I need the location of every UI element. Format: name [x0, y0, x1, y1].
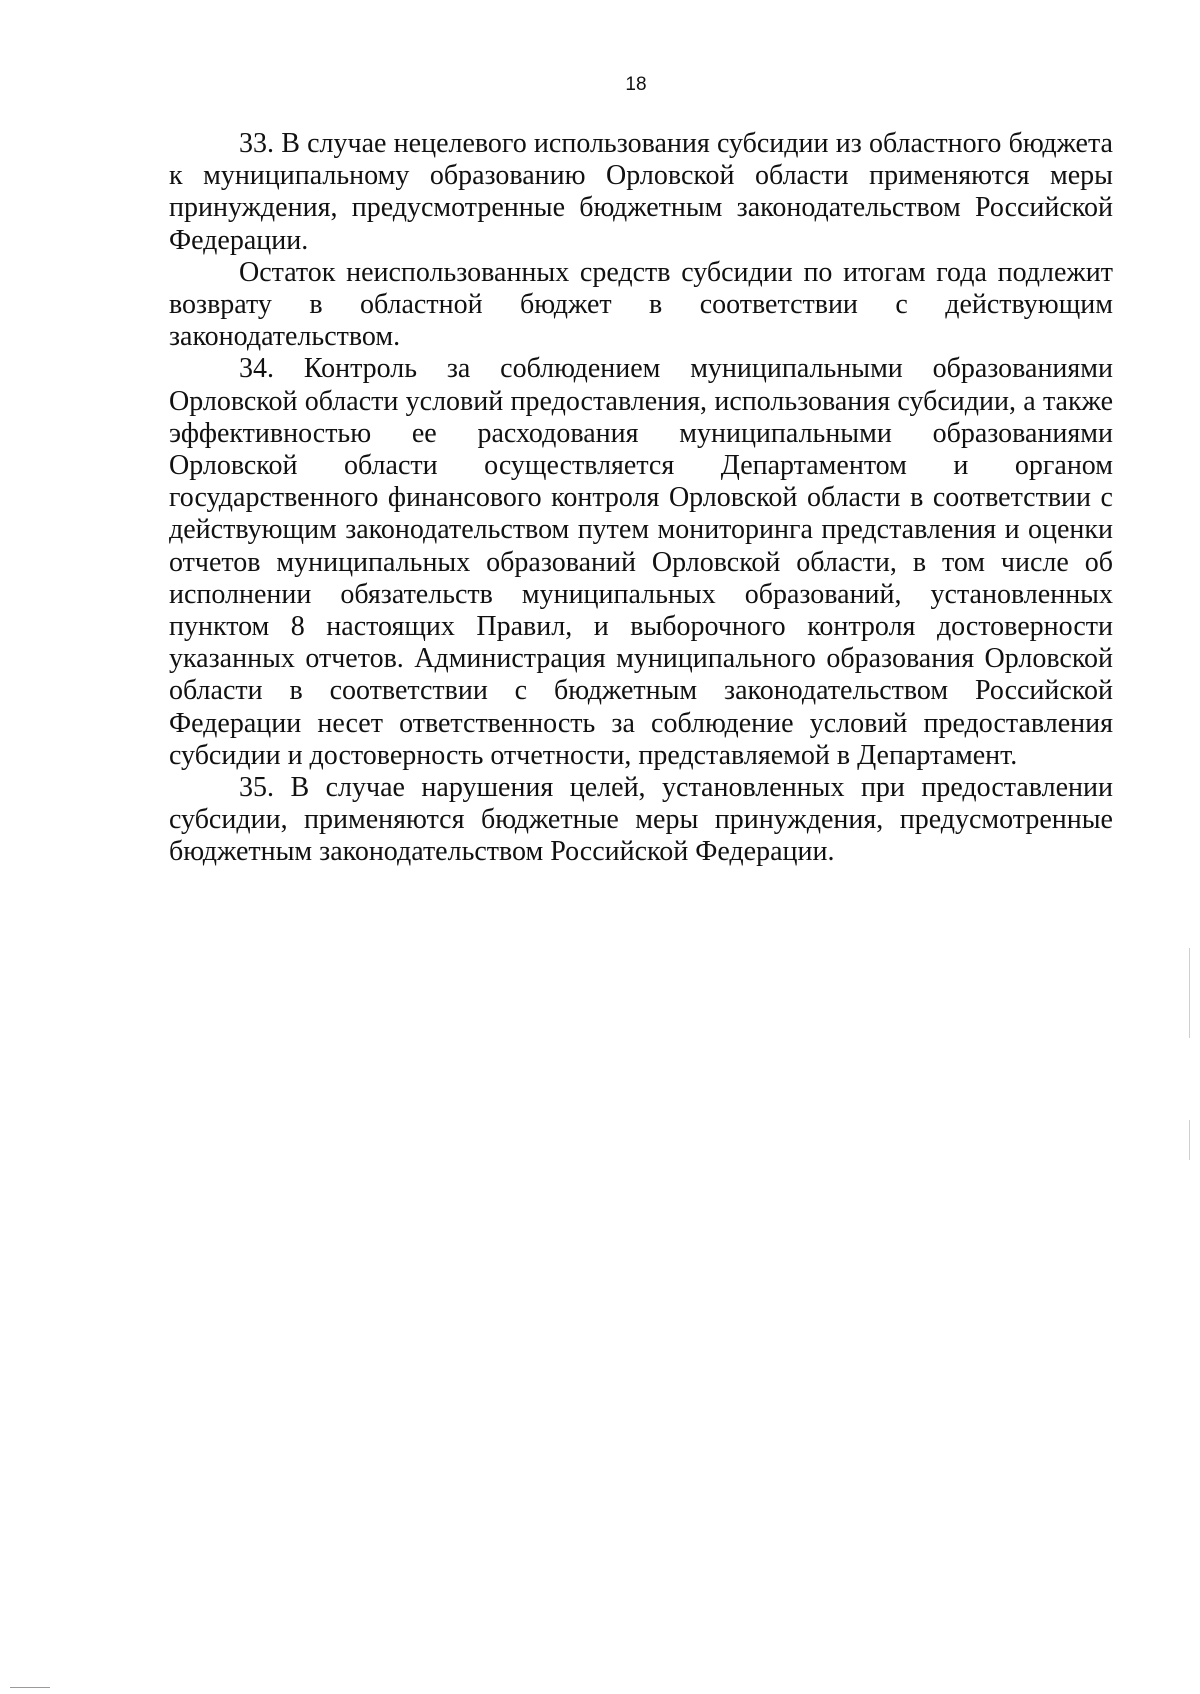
paragraph-35: 35. В случае нарушения целей, установленных при предоставлении субсидии, применяются бюджетные меры принуждения, предусмотренные бюджетным законодательством Российской Федерации.: [169, 772, 1113, 868]
scan-edge-mark: [10, 1687, 50, 1688]
paragraph-subsidy-remainder: Остаток неиспользованных средств субсидии по итогам года подлежит возврату в областной бюджет в соответствии с действующим законодательством.: [169, 256, 1113, 353]
document-body: [169, 128, 1113, 869]
scan-edge-mark: [1189, 1120, 1190, 1160]
paragraph-33: 33. В случае нецелевого использования субсидии из областного бюджета к муниципальному образованию Орловской области применяются меры принуждения, предусмотренные бюджетным законодательством Российской Федерации.: [169, 128, 1113, 256]
paragraph-34: 34. Контроль за соблюдением муниципальными образованиями Орловской области условий предоставления, использования субсидии, а также эффективностью ее расходования муниципальными образованиями Орловской области осуществляется Департаментом и органом государственного финансового контроля Орловской области в соответствии с действующим законодательством путем мониторинга представления и оценки отчетов муниципальных образований Орловской области, в том числе об исполнении обязательств муниципальных образований, установленных пунктом 8 настоящих Правил, и выборочного контроля достоверности указанных отчетов. Администрация муниципального образования Орловской области в соответствии с бюджетным законодательством Российской Федерации несет ответственность за соблюдение условий предоставления субсидии и достоверность отчетности, представляемой в Департамент.: [169, 353, 1113, 771]
scan-edge-mark: [1189, 948, 1190, 1038]
page-number: 18: [625, 74, 647, 95]
